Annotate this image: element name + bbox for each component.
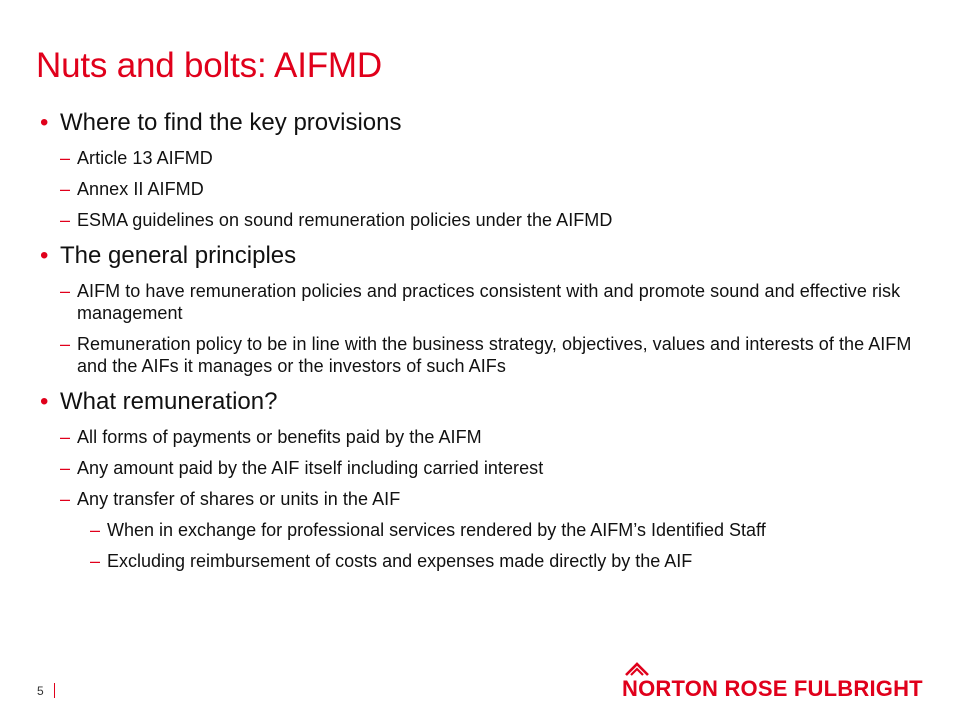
slide-title: Nuts and bolts: AIFMD xyxy=(36,46,382,85)
dash-icon: – xyxy=(60,210,71,230)
dash-icon: – xyxy=(60,334,71,354)
footer-divider xyxy=(54,683,55,698)
list-item-text: ESMA guidelines on sound remuneration policies under the AIFMD xyxy=(77,210,613,230)
list-item-text: Any transfer of shares or units in the AIF xyxy=(77,489,401,509)
company-logo xyxy=(622,662,922,702)
list-item-text: Remuneration policy to be in line with the business strategy, objectives, values and interests of the AIFM and the AIFs it manages or the investors of such AIFs xyxy=(77,334,912,376)
list-item xyxy=(40,280,930,324)
list-item xyxy=(40,333,930,377)
section-heading-text: The general principles xyxy=(60,242,297,269)
dash-icon: – xyxy=(60,179,71,199)
list-item-text: Any amount paid by the AIF itself including carried interest xyxy=(77,458,544,478)
dash-icon: – xyxy=(60,489,71,509)
page-number: 5 xyxy=(37,684,44,698)
dash-icon: – xyxy=(60,427,71,447)
list-item xyxy=(40,426,930,448)
list-item xyxy=(40,147,930,169)
dash-icon: – xyxy=(60,458,71,478)
sub-list-item xyxy=(40,550,930,572)
dash-icon: – xyxy=(90,551,101,571)
section-heading-text: What remuneration? xyxy=(60,388,278,415)
section-heading-text: Where to find the key provisions xyxy=(60,109,402,136)
section-heading-provisions xyxy=(40,108,930,138)
section-heading-principles xyxy=(40,241,930,271)
chevron-roof-icon xyxy=(624,662,650,676)
list-item xyxy=(40,488,930,510)
list-item-text: All forms of payments or benefits paid by the AIFM xyxy=(77,427,482,447)
bullet-icon: • xyxy=(40,388,49,415)
list-item-text: AIFM to have remuneration policies and practices consistent with and promote sound and effective risk management xyxy=(77,281,901,323)
dash-icon: – xyxy=(60,281,71,301)
dash-icon: – xyxy=(90,520,101,540)
list-item-text: Annex II AIFMD xyxy=(77,179,204,199)
list-item xyxy=(40,457,930,479)
logo-text: NORTON ROSE FULBRIGHT xyxy=(622,676,923,701)
list-item xyxy=(40,209,930,231)
list-item-text: Article 13 AIFMD xyxy=(77,148,213,168)
bullet-icon: • xyxy=(40,242,49,269)
slide-content xyxy=(40,108,930,572)
sub-list-item-text: Excluding reimbursement of costs and expenses made directly by the AIF xyxy=(107,551,693,571)
sub-list-item xyxy=(40,519,930,541)
sub-list-item-text: When in exchange for professional services rendered by the AIFM’s Identified Staff xyxy=(107,520,766,540)
dash-icon: – xyxy=(60,148,71,168)
section-heading-remuneration xyxy=(40,387,930,417)
list-item xyxy=(40,178,930,200)
bullet-icon: • xyxy=(40,109,49,136)
